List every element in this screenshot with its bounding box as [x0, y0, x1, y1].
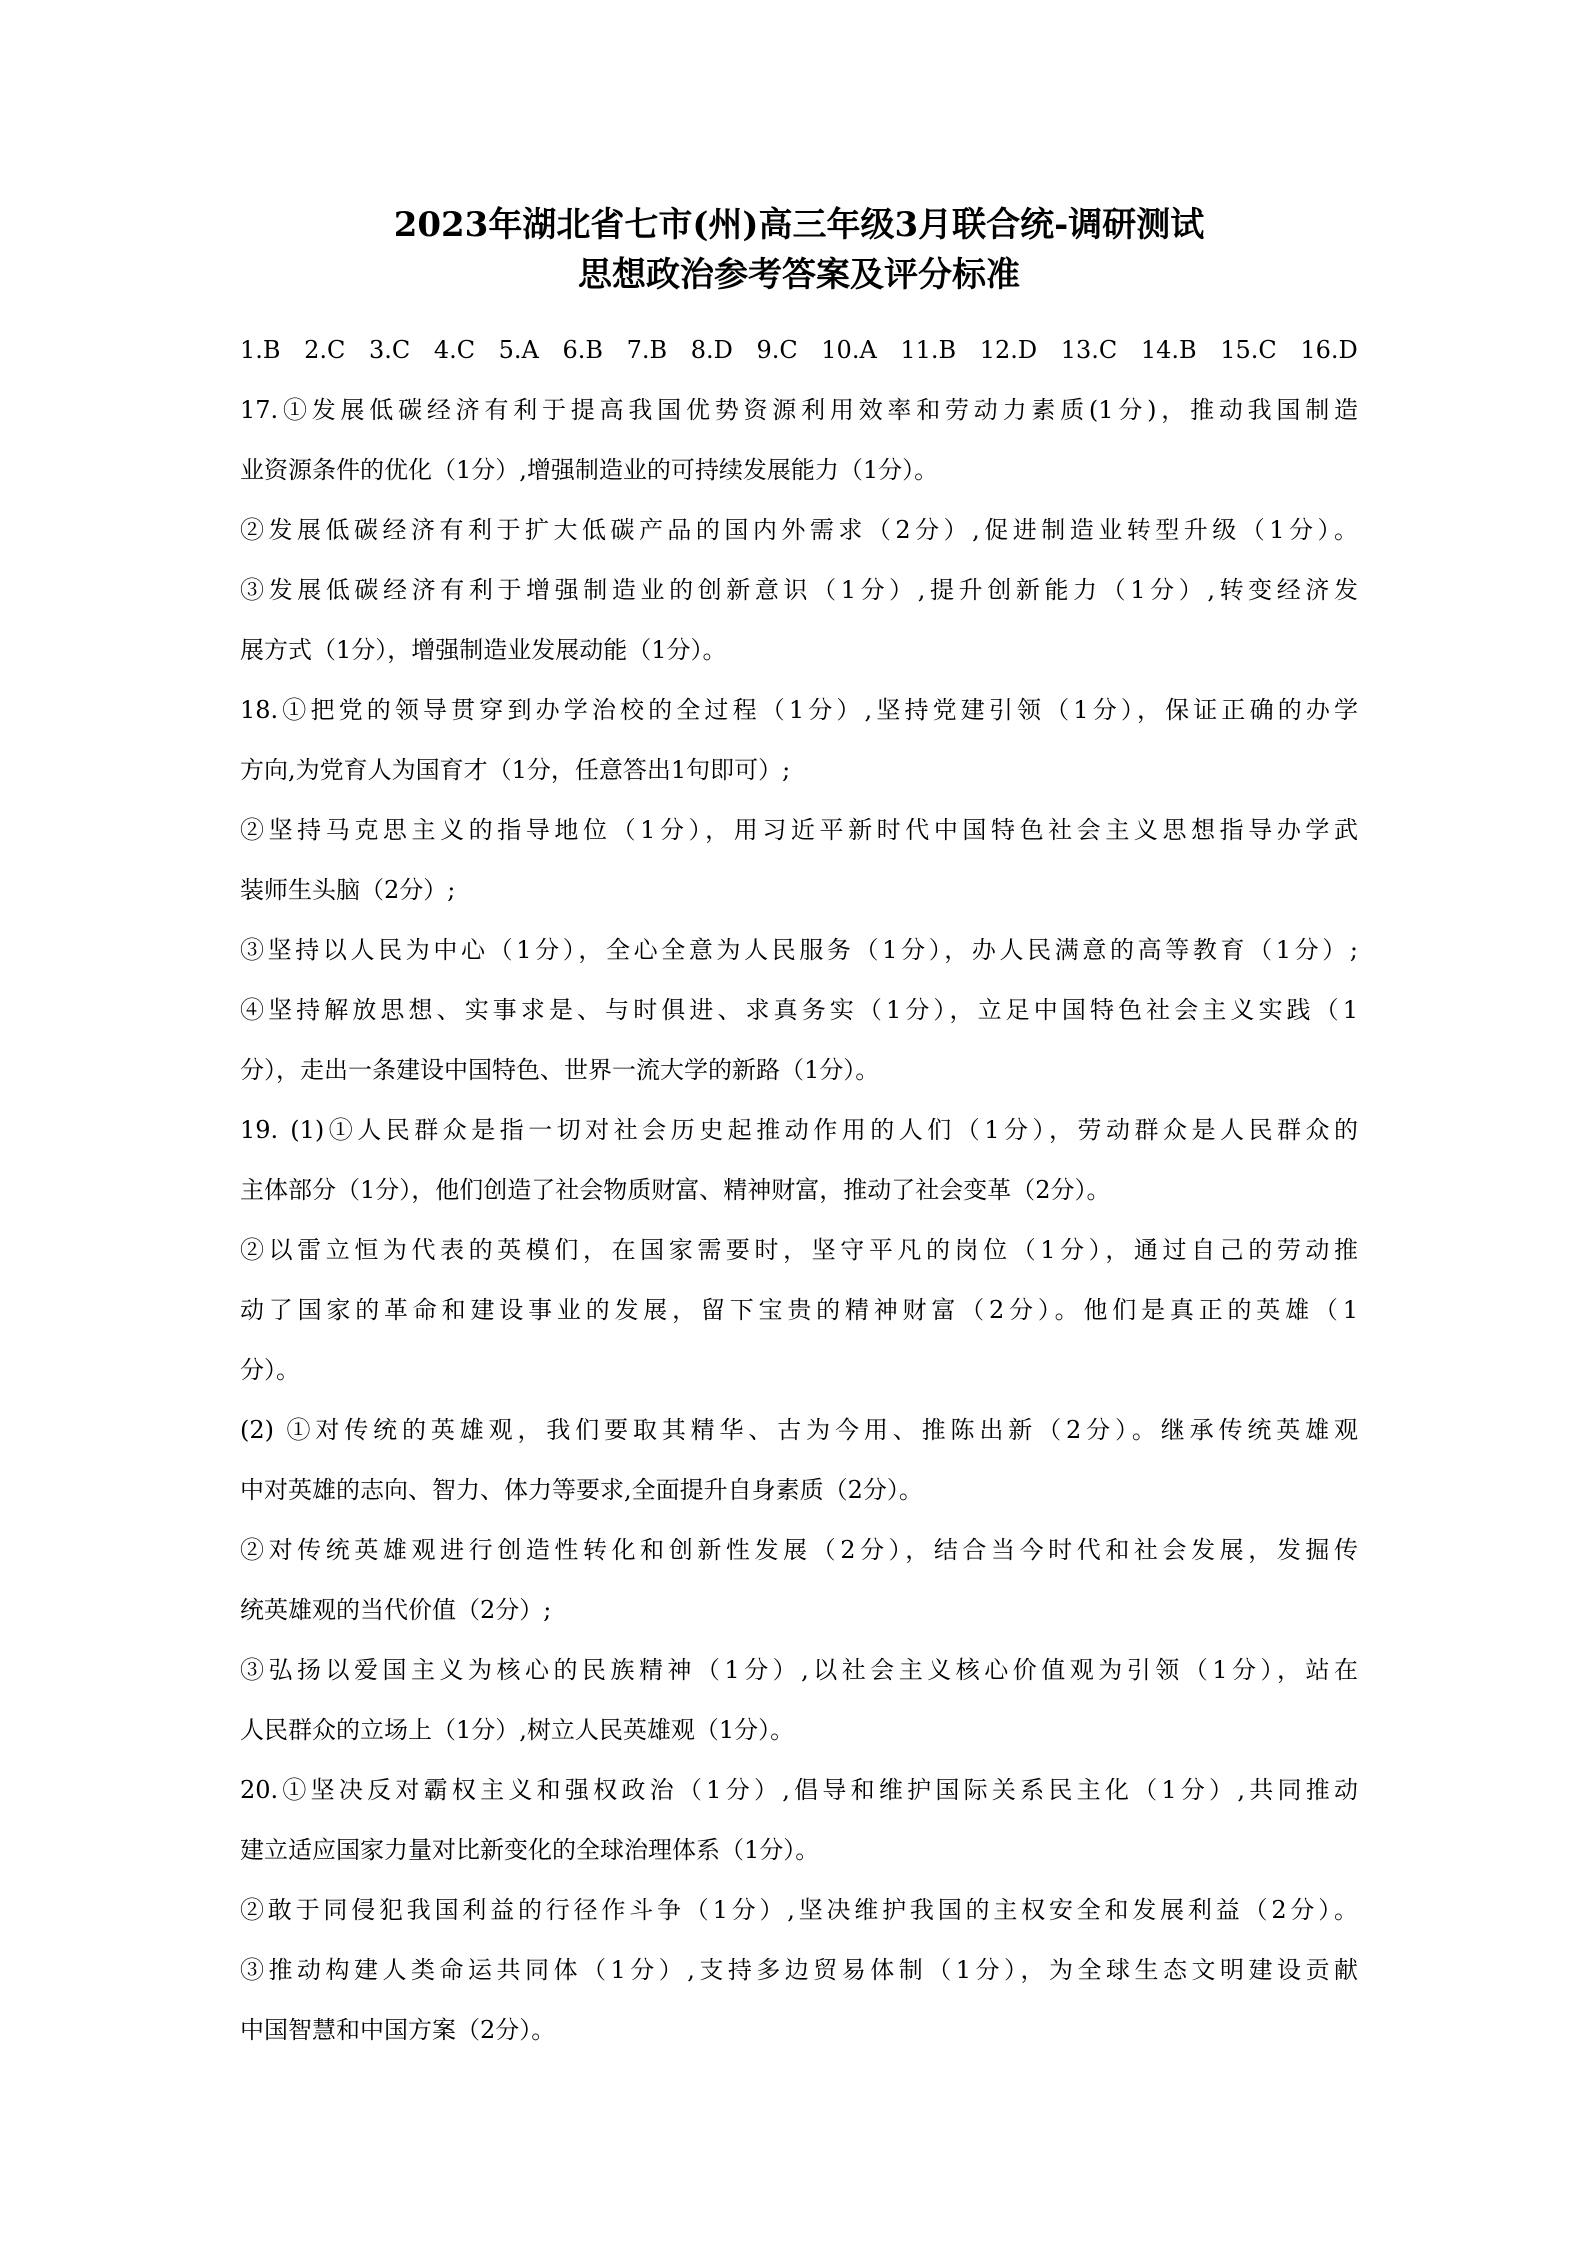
choice-answer: 11.B: [900, 336, 957, 364]
answer-line: 分）。: [240, 1356, 300, 1384]
choice-answer: 14.B: [1140, 336, 1197, 364]
choice-answer: 4.C: [433, 336, 476, 364]
choice-answer: 12.D: [979, 336, 1038, 364]
answer-line: 主体部分（1分），他们创造了社会物质财富、精神财富，推动了社会变革（2分）。: [240, 1176, 1111, 1204]
choice-answer-row: [240, 320, 1358, 380]
answer-line: 展方式（1分），增强制造业发展动能（1分）。: [240, 636, 727, 664]
answer-line: ③坚持以人民为中心（1分），全心全意为人民服务（1分），办人民满意的高等教育（1分）;: [240, 936, 1358, 964]
answer-line: (2) ①对传统的英雄观，我们要取其精华、古为今用、推陈出新（2分）。继承传统英雄观: [240, 1416, 1358, 1444]
answer-line: ②以雷立恒为代表的英模们，在国家需要时，坚守平凡的岗位（1分），通过自己的劳动推: [240, 1236, 1358, 1264]
answer-line: 18.①把党的领导贯穿到办学治校的全过程（1分）,坚持党建引领（1分），保证正确的办学: [240, 696, 1358, 724]
choice-answer: 5.A: [498, 336, 539, 364]
choice-answer: 3.C: [368, 336, 411, 364]
answer-line: ③推动构建人类命运共同体（1分）,支持多边贸易体制（1分），为全球生态文明建设贡献: [240, 1956, 1358, 1984]
answer-line: ③发展低碳经济有利于增强制造业的创新意识（1分）,提升创新能力（1分）,转变经济发: [240, 576, 1358, 604]
document-title: 2023年湖北省七市(州)高三年级3月联合统-调研测试: [393, 205, 1205, 245]
choice-answer: 2.C: [304, 336, 346, 364]
answer-line: ②敢于同侵犯我国利益的行径作斗争（1分）,坚决维护我国的主权安全和发展利益（2分）。: [240, 1896, 1358, 1924]
choice-answer: 8.D: [690, 336, 733, 364]
choice-answer: 15.C: [1220, 336, 1277, 364]
answer-line: 方向,为党育人为国育才（1分，任意答出1句即可）;: [240, 756, 791, 784]
choice-answer: 13.C: [1060, 336, 1118, 364]
answer-line: 动了国家的革命和建设事业的发展，留下宝贵的精神财富（2分）。他们是真正的英雄（1: [240, 1296, 1358, 1324]
choice-answer: 9.C: [756, 336, 798, 364]
answer-line: 统英雄观的当代价值（2分）;: [240, 1596, 552, 1624]
choice-answer: 6.B: [562, 336, 604, 364]
answer-line: ④坚持解放思想、实事求是、与时俱进、求真务实（1分），立足中国特色社会主义实践（1: [240, 996, 1358, 1024]
answer-line: 中对英雄的志向、智力、体力等要求,全面提升自身素质（2分）。: [240, 1476, 923, 1504]
choice-answer: 1.B: [240, 336, 281, 364]
answer-line: 分），走出一条建设中国特色、世界一流大学的新路（1分）。: [240, 1056, 880, 1084]
answer-line: ③弘扬以爱国主义为核心的民族精神（1分）,以社会主义核心价值观为引领（1分），站在: [240, 1656, 1358, 1684]
choice-answer: 7.B: [626, 336, 668, 364]
answer-line: 人民群众的立场上（1分）,树立人民英雄观（1分）。: [240, 1716, 795, 1744]
answer-line: 中国智慧和中国方案（2分）。: [240, 2016, 556, 2044]
answer-line: 17.①发展低碳经济有利于提高我国优势资源利用效率和劳动力素质(1分)，推动我国制造: [240, 396, 1358, 424]
answer-line: ②坚持马克思主义的指导地位（1分），用习近平新时代中国特色社会主义思想指导办学武: [240, 816, 1358, 844]
answer-line: 19. (1)①人民群众是指一切对社会历史起推动作用的人们（1分），劳动群众是人民群众的: [240, 1116, 1358, 1144]
answer-body: [240, 380, 1358, 2060]
choice-answer: 10.A: [821, 336, 877, 364]
answer-line: 业资源条件的优化（1分）,增强制造业的可持续发展能力（1分）。: [240, 456, 939, 484]
answer-line: ②对传统英雄观进行创造性转化和创新性发展（2分），结合当今时代和社会发展，发掘传: [240, 1536, 1358, 1564]
answer-line: 装师生头脑（2分）;: [240, 876, 456, 904]
answer-document: [240, 200, 1358, 2060]
answer-line: 建立适应国家力量对比新变化的全球治理体系（1分）。: [240, 1836, 820, 1864]
document-subtitle: 思想政治参考答案及评分标准: [578, 255, 1020, 295]
answer-line: ②发展低碳经济有利于扩大低碳产品的国内外需求（2分）,促进制造业转型升级（1分）。: [240, 516, 1358, 544]
choice-answer: 16.D: [1300, 336, 1358, 364]
answer-line: 20.①坚决反对霸权主义和强权政治（1分）,倡导和维护国际关系民主化（1分）,共同推动: [240, 1776, 1358, 1804]
